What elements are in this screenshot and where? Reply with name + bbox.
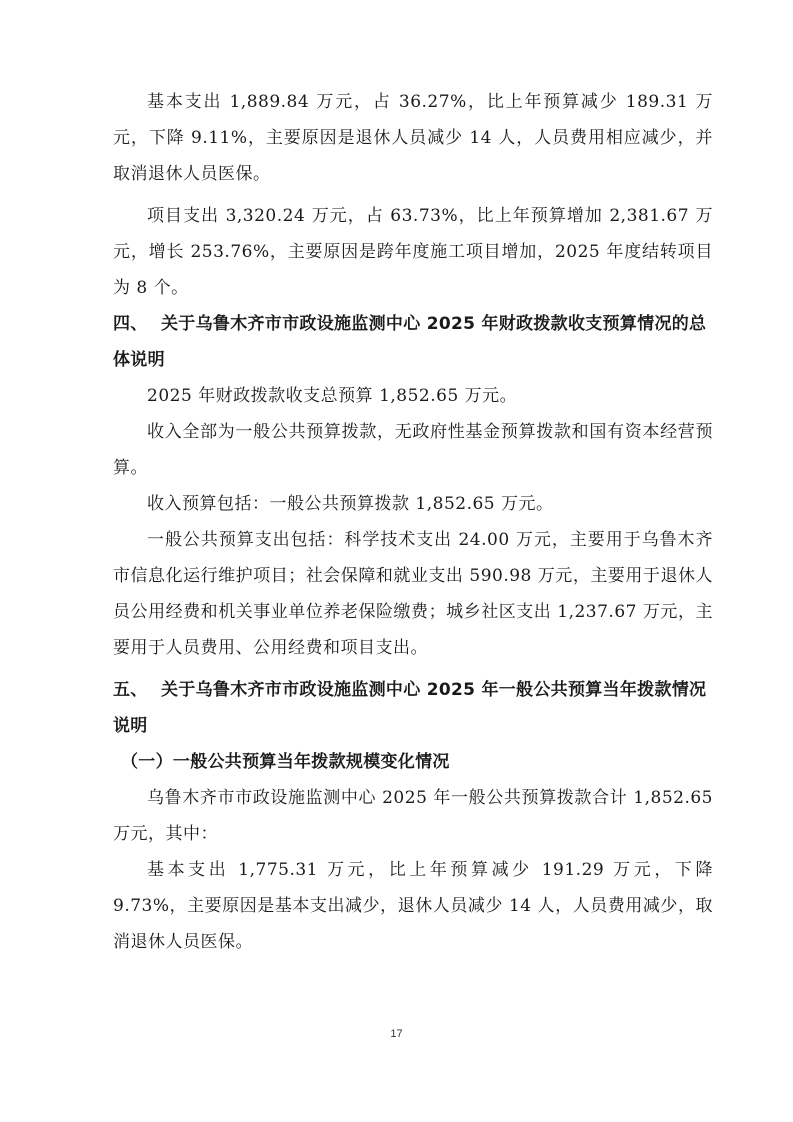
section-heading-5-text: 关于乌鲁木齐市市政设施监测中心 2025 年一般公共预算当年拨款情况说明 — [113, 680, 707, 736]
paragraph-income-source: 收入全部为一般公共预算拨款，无政府性基金预算拨款和国有资本经营预算。 — [113, 422, 713, 478]
paragraph-project-expenditure: 项目支出 3,320.24 万元，占 63.73%，比上年预算增加 2,381.67 万元，增长 253.76%，主要原因是跨年度施工项目增加，2025 年度结转项目为 8 个。 — [113, 206, 713, 298]
section-heading-4 — [113, 306, 713, 378]
page-number: 17 — [390, 1028, 403, 1040]
paragraph-basic-expenditure: 基本支出 1,889.84 万元，占 36.27%，比上年预算减少 189.31 万元，下降 9.11%，主要原因是退休人员减少 14 人，人员费用相应减少，并取消退休人员医保。 — [113, 92, 713, 184]
section-heading-4-number: 四、 — [113, 314, 148, 334]
paragraph-basic-expenditure-change: 基本支出 1,775.31 万元，比上年预算减少 191.29 万元，下降 9.73%，主要原因是基本支出减少，退休人员减少 14 人，人员费用减少，取消退休人员医保。 — [113, 860, 713, 952]
section-heading-4-text: 关于乌鲁木齐市市政设施监测中心 2025 年财政拨款收支预算情况的总体说明 — [113, 314, 707, 370]
paragraph-general-budget-total: 乌鲁木齐市市政设施监测中心 2025 年一般公共预算拨款合计 1,852.65 万元，其中： — [113, 788, 713, 844]
paragraph-total-budget: 2025 年财政拨款收支总预算 1,852.65 万元。 — [147, 386, 518, 406]
paragraph-general-expenditure: 一般公共预算支出包括：科学技术支出 24.00 万元，主要用于乌鲁木齐市信息化运行维护项目；社会保障和就业支出 590.98 万元，主要用于退休人员公用经费和机关事业单位养老保险缴费；城乡社区支出 1,237.67 万元，主要用于人员费用、公用经费和项目支出。 — [113, 530, 713, 658]
subsection-heading-1: （一）一般公共预算当年拨款规模变化情况 — [121, 752, 450, 772]
section-heading-5 — [113, 672, 713, 744]
section-heading-5-number: 五、 — [113, 680, 148, 700]
paragraph-income-budget: 收入预算包括：一般公共预算拨款 1,852.65 万元。 — [147, 494, 554, 514]
document-body — [113, 84, 713, 960]
